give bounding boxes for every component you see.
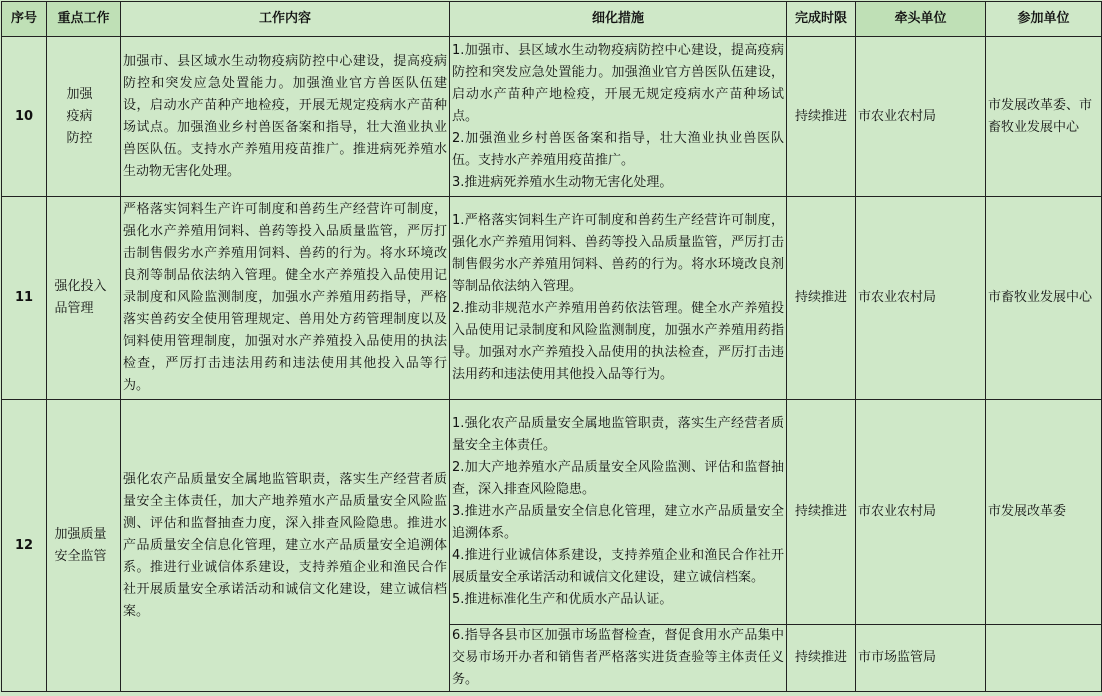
measure-item: 3.推进病死养殖水生动物无害化处理。 bbox=[452, 174, 673, 190]
participants-cell: 市发展改革委、市畜牧业发展中心 bbox=[986, 37, 1102, 197]
header-measures: 细化措施 bbox=[450, 2, 787, 37]
measure-item: 4.推进行业诚信体系建设，支持养殖企业和渔民合作社开展质量安全承诺活动和诚信文化建设，建立诚信档案。 bbox=[452, 548, 784, 585]
measures-cell bbox=[450, 37, 787, 197]
measure-item: 2.加强渔业乡村兽医备案和指导，壮大渔业执业兽医队伍。支持水产养殖用疫苗推广。 bbox=[452, 130, 784, 168]
header-participants: 参加单位 bbox=[986, 2, 1102, 37]
work-content-cell: 严格落实饲料生产许可制度和兽药生产经营许可制度，强化水产养殖用饲料、兽药等投入品质量监管，严厉打击制售假劣水产养殖用饲料、兽药的行为。将水环境改良剂等制品依法纳入管理。健全水产养殖投入品使用记录制度和风险监测制度，加强水产养殖用药指导，严格落实兽药安全使用管理规定、兽用处方药管理制度以及饲料使用管理制度，加强对水产养殖投入品使用的执法检查，严厉打击违法用药和违法使用其他投入品等行为。 bbox=[121, 197, 450, 400]
table-row bbox=[2, 400, 1102, 625]
deadline-cell: 持续推进 bbox=[787, 197, 856, 400]
lead-unit-cell: 市市场监管局 bbox=[856, 625, 986, 692]
work-content-cell: 强化农产品质量安全属地监管职责，落实生产经营者质量安全主体责任，加大产地养殖水产品质量安全风险监测、评估和监督抽查力度，深入排查风险隐患。推进水产品质量安全信息化管理，建立水产品质量安全追溯体系。推进行业诚信体系建设，支持养殖企业和渔民合作社开展质量安全承诺活动和诚信文化建设，建立诚信档案。 bbox=[121, 400, 450, 692]
measure-item: 2.推动非规范水产养殖用兽药依法管理。健全水产养殖投入品使用记录制度和风险监测制度，加强水产养殖用药指导。加强对水产养殖投入品使用的执法检查，严厉打击违法用药和违法使用其他投入品等行为。 bbox=[452, 301, 784, 382]
measures-cell bbox=[450, 197, 787, 400]
participants-cell: 市畜牧业发展中心 bbox=[986, 197, 1102, 400]
lead-unit-cell: 市农业农村局 bbox=[856, 400, 986, 625]
measures-cell bbox=[450, 400, 787, 625]
header-lead-unit: 牵头单位 bbox=[856, 2, 986, 37]
participants-cell: 市发展改革委 bbox=[986, 400, 1102, 625]
lead-unit-cell: 市农业农村局 bbox=[856, 197, 986, 400]
key-work-text: 强化投入品管理 bbox=[54, 279, 107, 316]
key-work-cell bbox=[47, 197, 121, 400]
lead-unit-cell: 市农业农村局 bbox=[856, 37, 986, 197]
header-row bbox=[2, 2, 1102, 37]
measures-cell bbox=[450, 625, 787, 692]
key-work-text: 加强质量安全监管 bbox=[54, 526, 107, 564]
deadline-cell: 持续推进 bbox=[787, 625, 856, 692]
key-work-cell bbox=[47, 37, 121, 197]
header-deadline: 完成时限 bbox=[787, 2, 856, 37]
participants-cell bbox=[986, 625, 1102, 692]
key-work-text: 加强 疫病 防控 bbox=[66, 86, 93, 146]
work-plan-table bbox=[1, 1, 1102, 692]
row-number: 10 bbox=[2, 37, 47, 197]
deadline-cell: 持续推进 bbox=[787, 400, 856, 625]
measure-item: 1.严格落实饲料生产许可制度和兽药生产经营许可制度，强化水产养殖用饲料、兽药等投入品质量监管，严厉打击制售假劣水产养殖用饲料、兽药的行为。将水环境改良剂等制品依法纳入管理。 bbox=[452, 213, 784, 294]
header-num: 序号 bbox=[2, 2, 47, 37]
measure-item: 1.强化农产品质量安全属地监管职责，落实生产经营者质量安全主体责任。 bbox=[452, 416, 784, 453]
row-number: 11 bbox=[2, 197, 47, 400]
table-row bbox=[2, 197, 1102, 400]
work-content-cell: 加强市、县区域水生动物疫病防控中心建设，提高疫病防控和突发应急处置能力。加强渔业官方兽医队伍建设，启动水产苗种产地检疫，开展无规定疫病水产苗种场试点。加强渔业乡村兽医备案和指导，壮大渔业执业兽医队伍。支持水产养殖用疫苗推广。推进病死养殖水生动物无害化处理。 bbox=[121, 37, 450, 197]
measure-item: 6.指导各县市区加强市场监督检查，督促食用水产品集中交易市场开办者和销售者严格落实进货查验等主体责任义务。 bbox=[452, 628, 784, 687]
measure-item: 3.推进水产品质量安全信息化管理，建立水产品质量安全追溯体系。 bbox=[452, 504, 784, 541]
measure-item: 5.推进标准化生产和优质水产品认证。 bbox=[452, 592, 673, 607]
row-number: 12 bbox=[2, 400, 47, 692]
header-work-content: 工作内容 bbox=[121, 2, 450, 37]
measure-item: 2.加大产地养殖水产品质量安全风险监测、评估和监督抽查，深入排查风险隐患。 bbox=[452, 460, 784, 497]
measure-item: 1.加强市、县区域水生动物疫病防控中心建设，提高疫病防控和突发应急处置能力。加强渔业官方兽医队伍建设，启动水产苗种产地检疫，开展无规定疫病水产苗种场试点。 bbox=[452, 42, 784, 124]
header-key-work: 重点工作 bbox=[47, 2, 121, 37]
table-row bbox=[2, 37, 1102, 197]
deadline-cell: 持续推进 bbox=[787, 37, 856, 197]
key-work-cell bbox=[47, 400, 121, 692]
